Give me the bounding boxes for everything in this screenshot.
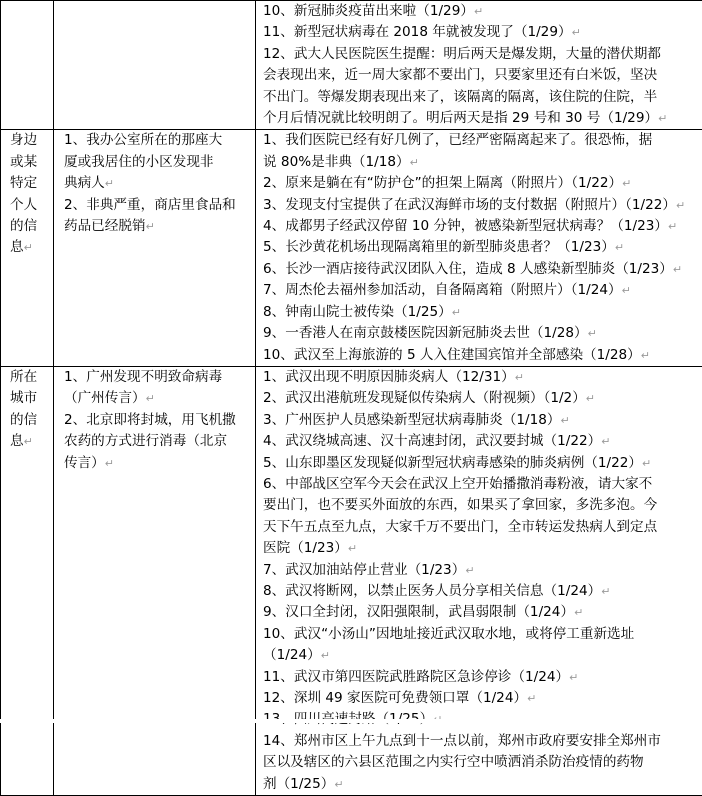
rumor-item-line-text: 说 80%是非典（1/18）: [263, 154, 410, 170]
example-line: [54, 152, 255, 173]
example-line: [54, 367, 255, 388]
category-line: [1, 237, 53, 258]
rumor-item-line-text: 3、发现支付宝提供了在武汉海鲜市场的支付数据（附照片）（1/22）: [263, 197, 676, 213]
rumor-item-line-text: 6、长沙一酒店接待武汉团队入住，造成 8 人感染新型肺炎（1/23）: [263, 261, 673, 277]
rumor-item-line: [256, 65, 702, 86]
category-line-text: 所在: [10, 369, 37, 385]
paragraph-mark: ↵: [673, 263, 682, 276]
paragraph-mark: ↵: [474, 5, 483, 18]
rumor-item-line-text: 2、武汉出港航班发现疑似传染病人（附视频）（1/2）: [263, 390, 586, 406]
rumor-item-line: [256, 323, 702, 344]
rumor-item-line: [256, 774, 702, 795]
paragraph-mark: ↵: [615, 241, 624, 254]
paragraph-mark: ↵: [24, 241, 33, 254]
category-line: [1, 130, 53, 151]
paragraph-mark: ↵: [658, 112, 667, 125]
rumor-item-line: [256, 302, 702, 323]
example-line-text: 厦或我居住的小区发现非: [64, 154, 214, 170]
paragraph-mark: ↵: [105, 457, 114, 470]
rumor-item-line: [256, 1, 702, 22]
rumor-item-line-text: 9、汉口全封闭，汉阳强限制，武昌弱限制（1/24）: [263, 604, 574, 620]
category-line: [1, 367, 53, 388]
rumor-item-line: [256, 688, 702, 709]
page-edge: [0, 719, 702, 723]
rumor-item-line: [256, 624, 702, 645]
rumor-item-line: [256, 560, 702, 581]
rumor-item-line-text: 9、一香港人在南京鼓楼医院因新冠肺炎去世（1/28）: [263, 325, 588, 341]
example-line: [54, 195, 255, 216]
rumor-list-cell: [256, 1, 702, 130]
example-line-text: 农药的方式进行消毒（北京: [64, 433, 227, 449]
rumor-item-line-text: 3、广州医护人员感染新型冠状病毒肺炎（1/18）: [263, 412, 560, 428]
rumor-item-line: [256, 453, 702, 474]
rumor-item-line-text: 11、武汉市第四医院武胜路院区急诊停诊（1/24）: [263, 669, 569, 685]
rumor-item-line: [256, 474, 702, 495]
table-row: [1, 130, 702, 366]
category-line-text: 的信: [10, 218, 37, 234]
rumor-item-line: [256, 130, 702, 151]
rumor-item-line-text: 7、周杰伦去福州参加活动，自备隔离箱（附照片）（1/24）: [263, 282, 622, 298]
paragraph-mark: ↵: [410, 156, 419, 169]
paragraph-mark: ↵: [348, 542, 357, 555]
paragraph-mark: ↵: [105, 177, 114, 190]
rumor-item-line: [256, 752, 702, 773]
rumor-item-line-text: 10、新冠肺炎疫苗出来啦（1/29）: [263, 3, 474, 19]
rumor-item-line-text: 7、武汉加油站停止营业（1/23）: [263, 562, 465, 578]
rumor-item-line-text: 个月后情况就比较明朗了。明后两天是指 29 号和 30 号（1/29）: [263, 110, 658, 126]
rumor-item-line: [256, 388, 702, 409]
rumor-item-line: [256, 152, 702, 173]
category-line-text: 身边: [10, 132, 37, 148]
rumor-item-line: [256, 731, 702, 752]
category-line-text: 息: [10, 433, 24, 449]
rumor-item-line-text: 区以及辖区的六县区范围之内实行空中喷洒消杀防治疫情的药物: [263, 754, 644, 770]
rumor-item-line: [256, 22, 702, 43]
paragraph-mark: ↵: [321, 649, 330, 662]
rumor-item-line-text: 5、长沙黄花机场出现隔离箱里的新型肺炎患者？（1/23）: [263, 239, 615, 255]
example-line-text: 传言）: [64, 455, 105, 471]
rumor-item-line-text: 10、武汉至上海旅游的 5 人入住建国宾馆并全部感染（1/28）: [263, 347, 641, 363]
paragraph-mark: ↵: [24, 435, 33, 448]
rumor-item-line: [256, 216, 702, 237]
table-row: [1, 366, 702, 795]
rumor-list-cell: [256, 366, 702, 795]
paragraph-mark: ↵: [569, 671, 578, 684]
rumor-item-line-text: 8、武汉将断网，以禁止医务人员分享相关信息（1/24）: [263, 583, 601, 599]
rumor-item-line: [256, 44, 702, 65]
rumor-item-line-text: 天下午五点至九点，大家千万不要出门，全市转运发热病人到定点: [263, 519, 657, 535]
table-row: [1, 1, 702, 130]
rumor-item-line: [256, 495, 702, 516]
rumor-item-line-text: 12、深圳 49 家医院可免费领口罩（1/24）: [263, 690, 527, 706]
example-line-text: 药品已经脱销: [64, 218, 146, 234]
category-line: [1, 410, 53, 431]
category-line-text: 或某: [10, 154, 37, 170]
rumor-item-line-text: 剂（1/25）: [263, 776, 334, 792]
paragraph-mark: ↵: [642, 457, 651, 470]
rumor-item-line: [256, 195, 702, 216]
paragraph-mark: ↵: [586, 392, 595, 405]
rumor-item-line: [256, 367, 702, 388]
paragraph-mark: ↵: [676, 199, 685, 212]
category-line: [1, 216, 53, 237]
rumor-item-line: [256, 538, 702, 559]
category-line-text: 城市: [10, 390, 37, 406]
category-cell: [1, 1, 54, 130]
example-line: [54, 453, 255, 474]
paragraph-mark: ↵: [601, 585, 610, 598]
rumor-item-line-text: 要出门，也不要买外面放的东西，如果买了拿回家，多洗多泡。今: [263, 497, 657, 513]
rumor-item-line: [256, 645, 702, 666]
paragraph-mark: ↵: [668, 220, 677, 233]
rumor-item-line-text: （1/24）: [263, 647, 321, 663]
rumor-item-line: [256, 280, 702, 301]
paragraph-mark: ↵: [572, 26, 581, 39]
category-cell: [1, 130, 54, 366]
rumor-item-line: [256, 431, 702, 452]
paragraph-mark: ↵: [588, 327, 597, 340]
example-cell: [54, 130, 256, 366]
rumor-item-line: [256, 259, 702, 280]
rumor-item-line-text: 医院（1/23）: [263, 540, 348, 556]
example-line: [54, 431, 255, 452]
example-line-text: （广州传言）: [64, 390, 146, 406]
rumor-item-line-text: 不出门。等爆发期表现出来了，该隔离的隔离，该住院的住院，半: [263, 89, 657, 105]
rumor-item-line: [256, 87, 702, 108]
paragraph-mark: ↵: [560, 414, 569, 427]
paragraph-mark: ↵: [622, 284, 631, 297]
paragraph-mark: ↵: [146, 392, 155, 405]
example-line: [54, 388, 255, 409]
paragraph-mark: ↵: [641, 349, 650, 362]
rumor-item-line: [256, 237, 702, 258]
category-line-text: 特定: [10, 175, 37, 191]
category-line-text: 的信: [10, 412, 37, 428]
rumor-item-line: [256, 410, 702, 431]
paragraph-mark: ↵: [452, 306, 461, 319]
rumor-item-line-text: 会表现出来，近一周大家都不要出门，只要家里还有白米饭，坚决: [263, 67, 657, 83]
paragraph-mark: ↵: [574, 606, 583, 619]
example-line-text: 1、我办公室所在的那座大: [64, 132, 222, 148]
rumor-list-cell: [256, 130, 702, 366]
category-line: [1, 152, 53, 173]
rumor-item-line: [256, 581, 702, 602]
rumor-item-line: [256, 602, 702, 623]
rumor-item-line-text: 12、武大人民医院医生提醒：明后两天是爆发期，大量的潜伏期都: [263, 46, 661, 62]
rumor-item-line: [256, 345, 702, 366]
paragraph-mark: ↵: [334, 778, 343, 791]
example-line-text: 1、广州发现不明致命病毒: [64, 369, 222, 385]
rumor-item-line: [256, 667, 702, 688]
example-line-text: 典病人: [64, 175, 105, 191]
paragraph-mark: ↵: [601, 435, 610, 448]
rumor-item-line-text: 5、山东即墨区发现疑似新型冠状病毒感染的肺炎病例（1/22）: [263, 455, 642, 471]
rumor-item-line-text: 4、成都男子经武汉停留 10 分钟，被感染新型冠状病毒？（1/23）: [263, 218, 668, 234]
rumor-item-line-text: 10、武汉“小汤山”因地址接近武汉取水地，或将停工重新选址: [263, 626, 634, 642]
rumor-item-line: [256, 108, 702, 129]
rumor-item-line-text: 4、武汉绕城高速、汉十高速封闭，武汉要封城（1/22）: [263, 433, 601, 449]
example-line: [54, 216, 255, 237]
rumor-item-line: [256, 173, 702, 194]
rumor-item-line-text: 11、新型冠状病毒在 2018 年就被发现了（1/29）: [263, 24, 572, 40]
category-line-text: 个人: [10, 197, 37, 213]
category-line: [1, 431, 53, 452]
example-line-text: 2、非典严重，商店里食品和: [64, 197, 236, 213]
category-line: [1, 388, 53, 409]
rumor-item-line-text: 6、中部战区空军今天会在武汉上空开始播撒消毒粉液，请大家不: [263, 476, 652, 492]
paragraph-mark: ↵: [465, 564, 474, 577]
rumor-item-line-text: 1、武汉出现不明原因肺炎病人（12/31）: [263, 369, 515, 385]
example-cell: [54, 1, 256, 130]
category-line: [1, 173, 53, 194]
example-line: [54, 410, 255, 431]
example-line-text: 2、北京即将封城，用飞机撒: [64, 412, 236, 428]
example-line: [54, 173, 255, 194]
category-cell: [1, 366, 54, 795]
rumor-item-line-text: 14、郑州市区上午九点到十一点以前，郑州市政府要安排全郑州市: [263, 733, 661, 749]
paragraph-mark: ↵: [527, 692, 536, 705]
rumor-item-line: [256, 517, 702, 538]
rumor-item-line-text: 2、原来是躺在有“防护仓”的担架上隔离（附照片）（1/22）: [263, 175, 622, 191]
paragraph-mark: ↵: [146, 220, 155, 233]
paragraph-mark: ↵: [515, 371, 524, 384]
category-line: [1, 195, 53, 216]
example-cell: [54, 366, 256, 795]
example-line: [54, 130, 255, 151]
category-line-text: 息: [10, 239, 24, 255]
rumor-item-line-text: 1、我们医院已经有好几例了，已经严密隔离起来了。很恐怖，据: [263, 132, 652, 148]
rumor-item-line-text: 8、钟南山院士被传染（1/25）: [263, 304, 452, 320]
paragraph-mark: ↵: [622, 177, 631, 190]
